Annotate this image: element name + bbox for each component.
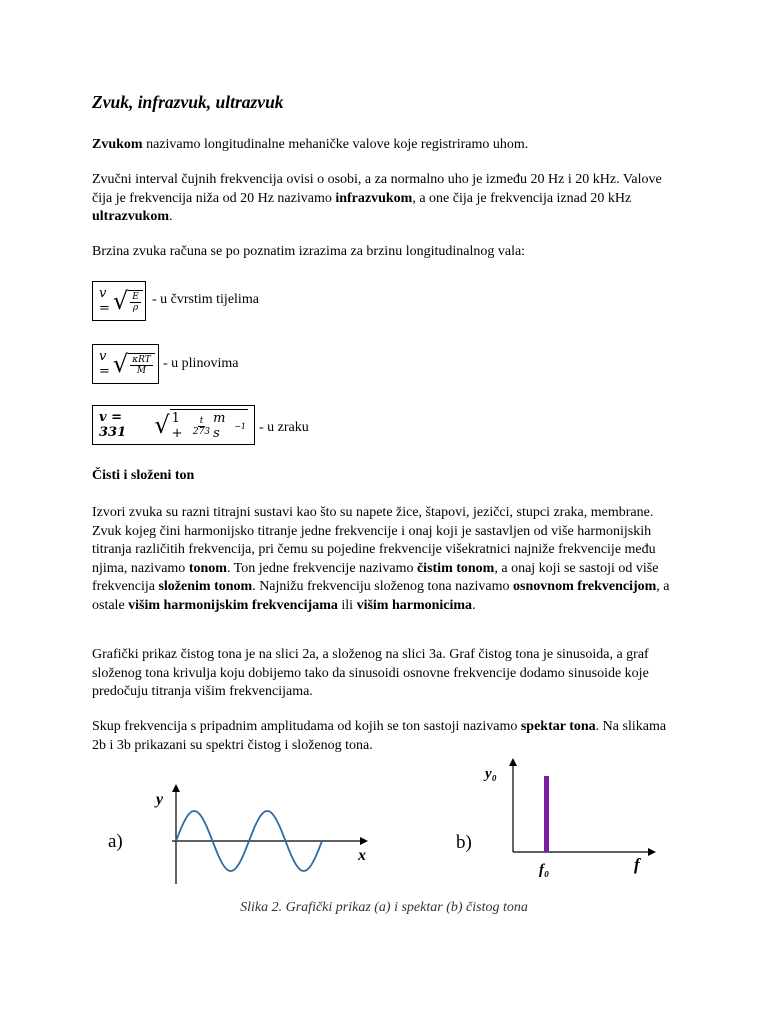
figure-pure-tone	[0, 752, 768, 902]
formula-gas	[92, 344, 159, 384]
term-slozeni-ton: složenim tonom	[158, 579, 253, 594]
text: , a one čija je frekvencija iznad 20 kHz	[412, 190, 632, 206]
frac-den: 273	[192, 426, 211, 437]
frac-num: κRT	[132, 354, 151, 365]
term-zvukom: Zvukom	[92, 137, 143, 152]
frac-num: E	[132, 291, 139, 302]
text: , a onaj koji se sastoji od više frekvencija	[92, 560, 659, 594]
paragraph-brzina: Brzina zvuka računa se po poznatim izrazima za brzinu longitudinalnog vala:	[92, 244, 526, 259]
frac-den: ρ	[132, 302, 139, 313]
figure-label-b: b)	[456, 832, 472, 853]
term-spektar: spektar tona	[520, 719, 596, 734]
figure-caption: Slika 2. Grafički prikaz (a) i spektar (b) čistog tona	[240, 900, 528, 915]
axis-y0-b	[509, 758, 517, 852]
figure-label-a: a)	[108, 831, 123, 852]
axis-x-label: x	[358, 847, 366, 864]
paragraph-interval	[92, 171, 672, 227]
page-title: Zvuk, infrazvuk, ultrazvuk	[92, 92, 284, 112]
axis-y-label: y	[156, 791, 164, 808]
sqrt: √ $\frac{E}{\rho}$	[113, 289, 143, 313]
paragraph-zvukom	[92, 136, 672, 155]
sqrt: √ $\frac{\text{κRT}}{M}$	[113, 352, 155, 376]
spectrum-bar-f0	[544, 776, 549, 852]
section-heading: Čisti i složeni ton	[92, 468, 195, 483]
term-osnovna-frekvencija: osnovnom frekvencijom	[513, 579, 657, 594]
one-plus: 1 +	[171, 411, 183, 441]
text: , a ostale	[92, 579, 670, 613]
axis-y0-label: y₀	[485, 766, 497, 782]
formula-solid-label: - u čvrstim tijelima	[152, 292, 259, 307]
text: . Najnižu frekvenciju složenog tona nazivamo	[252, 579, 514, 594]
frac-num: t	[199, 415, 204, 426]
term-cisti-ton: čistim tonom	[416, 560, 495, 576]
unit: m s	[213, 411, 226, 441]
text: . Na slikama 2b i 3b prikazani su spektri čistog i složenog tona.	[92, 719, 667, 753]
frac-den: M	[136, 365, 147, 376]
formula-solid	[92, 281, 146, 321]
unit-exponent: −1	[234, 421, 246, 431]
formula-lhs: v = 331	[99, 410, 127, 440]
paragraph-graficki: Grafički prikaz čistog tona je na slici 2a, a složenog na slici 3a. Graf čistog tona je sinusoida, a graf složenog tona krivulja koju dobijemo tako da sinusoidi osnovne frekvencije dodamo sinusoide koje predočuju titranja višim frekvencijama.	[92, 647, 649, 699]
term-infrazvuk: infrazvukom	[335, 190, 413, 206]
axis-x-a	[172, 837, 368, 845]
text: nazivamo longitudinalne mehaničke valove koje registriramo uhom.	[142, 137, 529, 152]
sqrt: √ 1 + $\frac{t}{273}$ m s −1	[154, 411, 246, 441]
tick-f0-label: f₀	[539, 862, 550, 878]
term-ton: tonom	[188, 560, 227, 576]
text: .	[169, 209, 173, 224]
formula-lhs: v =	[99, 286, 110, 316]
text: .	[472, 597, 476, 613]
axis-f-label: f	[634, 855, 640, 874]
paragraph-ton	[92, 504, 672, 615]
formula-gas-label: - u plinovima	[163, 356, 239, 371]
text: Zvučni interval čujnih frekvencija ovisi o osobi, a za normalno uho je između 20 Hz i 20 kHz. Valove čija je frekvencija niža od 20 Hz nazivamo	[92, 172, 662, 206]
term-visi-harmonici: višim harmonicima	[356, 597, 473, 613]
formula-lhs: v =	[99, 349, 110, 379]
paragraph-spektar	[92, 718, 672, 755]
term-visi-harmonijski: višim harmonijskim frekvencijama	[128, 597, 338, 613]
text: Izvori zvuka su razni titrajni sustavi kao što su napete žice, štapovi, jezičci, stupci zraka, membrane. Zvuk kojeg čini harmonijsko titranje jedne frekvencije i onaj koji je sastavljen od više harmonijskih titranja različitih frekvencija, pri čemu su pojedine frekvencije višekratnici najniže frekvencije među njima, nazivamo	[92, 505, 656, 576]
term-ultrazvuk: ultrazvukom	[92, 209, 169, 224]
formula-air	[92, 405, 255, 445]
text: . Ton jedne frekvencije nazivamo	[226, 560, 417, 576]
text: ili	[337, 597, 357, 613]
text: Skup frekvencija s pripadnim amplitudama od kojih se ton sastoji nazivamo	[92, 719, 521, 734]
formula-air-label: - u zraku	[259, 420, 309, 435]
